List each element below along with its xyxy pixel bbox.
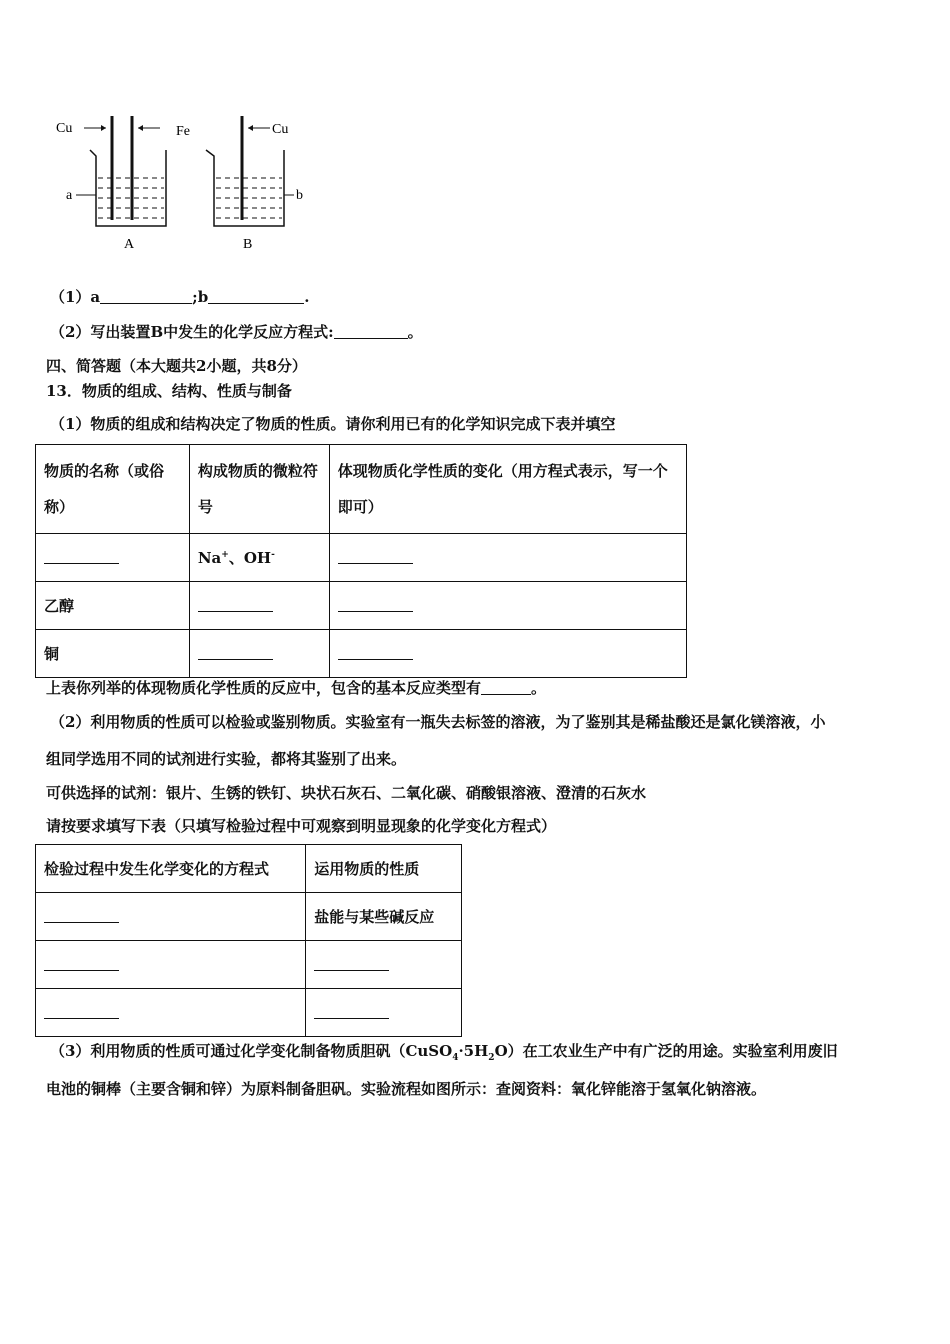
- caption-b: B: [243, 237, 253, 252]
- label-b: b: [296, 188, 303, 203]
- name-ethanol: 乙醇: [36, 582, 190, 630]
- blank-particle-2[interactable]: [198, 596, 273, 612]
- table-row: [36, 989, 462, 1037]
- electrode-figure: [48, 108, 318, 258]
- blank-name-1[interactable]: [44, 548, 119, 564]
- blank-change-3[interactable]: [338, 644, 413, 660]
- table-row: [36, 941, 462, 989]
- table-row: [36, 630, 687, 678]
- header-chemical-change: 体现物质化学性质的变化（用方程式表示，写一个即可）: [329, 445, 686, 534]
- blank-change-2[interactable]: [338, 596, 413, 612]
- particle-cell-1: Na+、OH-: [189, 534, 329, 582]
- property-salt-base: 盐能与某些碱反应: [306, 893, 462, 941]
- label-cu-left: Cu: [56, 121, 73, 136]
- blank-equation-2[interactable]: [44, 955, 119, 971]
- table-header-row: [36, 445, 687, 534]
- q1-line: [50, 286, 309, 307]
- q2-blank[interactable]: [334, 323, 408, 339]
- substance-table: [35, 444, 687, 678]
- q2-suffix: 。: [407, 323, 423, 341]
- part3-line1: （3）利用物质的性质可通过化学变化制备物质胆矾$(CuSO_4\cdot 5H_2O)$在工农业生产中有广泛的用途。实验室利用废旧: [50, 1042, 838, 1063]
- reaction-type-blank[interactable]: [481, 679, 531, 695]
- q1-blank-a[interactable]: [100, 288, 192, 304]
- header-particle-symbol: 构成物质的微粒符号: [189, 445, 329, 534]
- part2-line2: 组同学选用不同的试剂进行实验，都将其鉴别了出来。: [46, 750, 407, 768]
- blank-property-3[interactable]: [314, 1003, 389, 1019]
- part2-line1: （2）利用物质的性质可以检验或鉴别物质。实验室有一瓶失去标签的溶液，为了鉴别其是稀盐酸还是氯化镁溶液，小: [50, 713, 826, 731]
- header-equation: 检验过程中发生化学变化的方程式: [36, 845, 306, 893]
- label-cu-right: Cu: [272, 122, 289, 137]
- q2-text: （2）写出装置B中发生的化学反应方程式:: [50, 323, 334, 341]
- blank-equation-1[interactable]: [44, 907, 119, 923]
- after-table1-line: 上表你列举的体现物质化学性质的反应中，包含的基本反应类型有 。: [46, 679, 547, 697]
- section-four-heading: 四、简答题（本大题共2小题，共8分）: [46, 357, 307, 375]
- table-row: [36, 893, 462, 941]
- beaker-diagram: [48, 108, 318, 258]
- part3-line2: 电池的铜棒（主要含铜和锌）为原料制备胆矾。实验流程如图所示：查阅资料：氧化锌能溶于氢氧化钠溶液。: [46, 1080, 767, 1098]
- beaker-a: [56, 116, 190, 252]
- blank-particle-3[interactable]: [198, 644, 273, 660]
- blank-change-1[interactable]: [338, 548, 413, 564]
- table-row: [36, 582, 687, 630]
- header-property: 运用物质的性质: [306, 845, 462, 893]
- q1-suffix: .: [304, 288, 310, 306]
- table-header-row: [36, 845, 462, 893]
- beaker-b: [206, 116, 303, 252]
- identification-table: [35, 844, 462, 1037]
- q1-blank-b[interactable]: [208, 288, 304, 304]
- label-fe: Fe: [176, 124, 190, 139]
- header-substance-name: 物质的名称（或俗称）: [36, 445, 190, 534]
- name-copper: 铜: [36, 630, 190, 678]
- label-a: a: [66, 188, 73, 203]
- reagents-line: 可供选择的试剂：银片、生锈的铁钉、块状石灰石、二氧化碳、硝酸银溶液、澄清的石灰水: [46, 784, 647, 802]
- part1-intro: （1）物质的组成和结构决定了物质的性质。请你利用已有的化学知识完成下表并填空: [50, 415, 616, 433]
- q1-mid: ;b: [192, 288, 209, 306]
- instruction-line: 请按要求填写下表（只填写检验过程中可观察到明显现象的化学变化方程式）: [46, 817, 557, 835]
- table-row: [36, 534, 687, 582]
- q1-prefix: （1）a: [50, 288, 101, 306]
- caption-a: A: [124, 237, 135, 252]
- q2-line: [50, 321, 423, 342]
- blank-equation-3[interactable]: [44, 1003, 119, 1019]
- question-13-title: 13．物质的组成、结构、性质与制备: [46, 382, 292, 400]
- blank-property-2[interactable]: [314, 955, 389, 971]
